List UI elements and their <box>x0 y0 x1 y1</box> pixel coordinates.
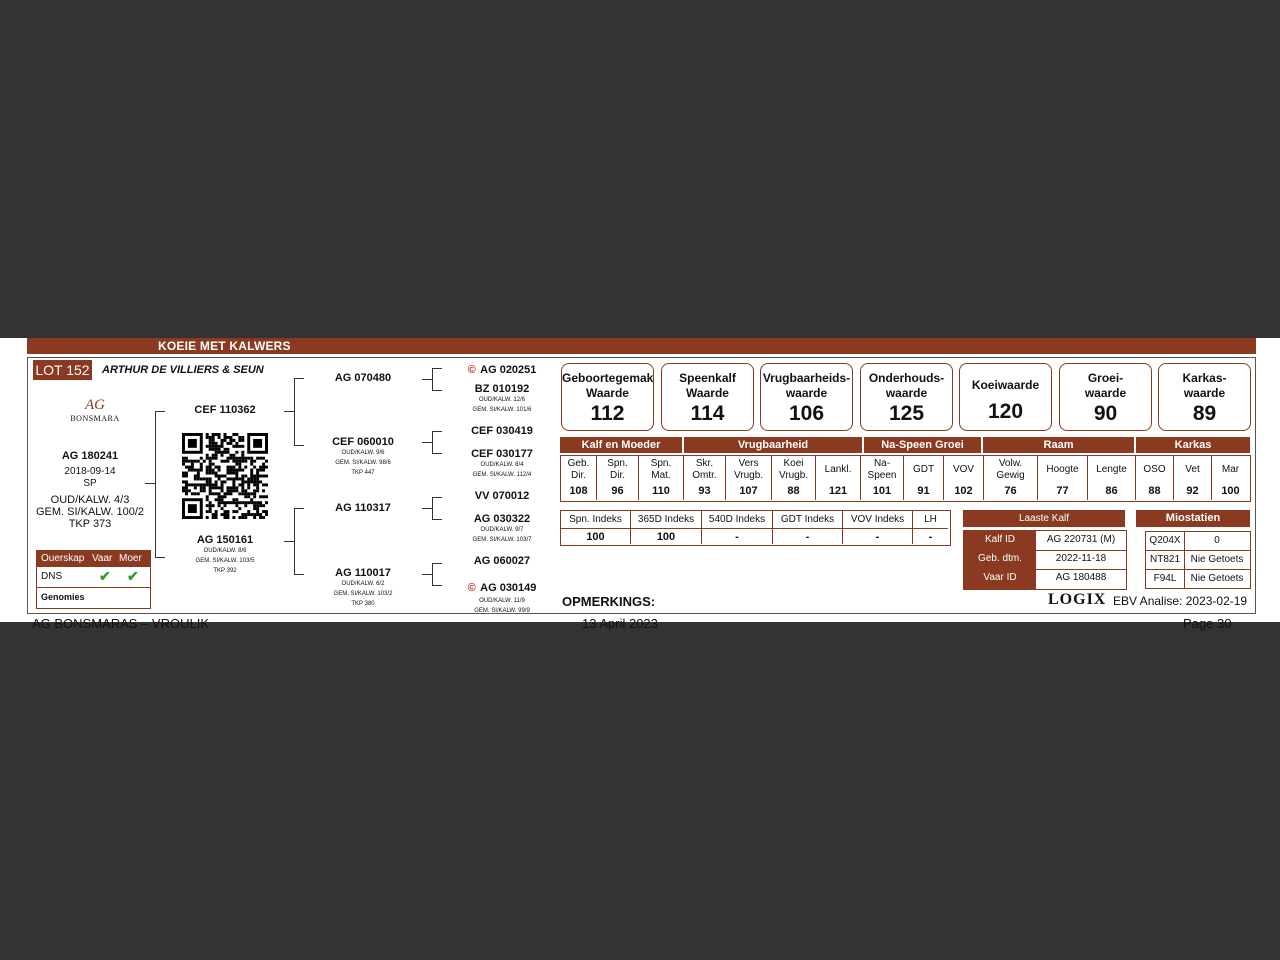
dd-block <box>304 567 422 609</box>
animal-info <box>30 450 150 530</box>
animal-tkp: TKP 373 <box>68 518 112 530</box>
index-label: 540D Indeks <box>702 514 772 529</box>
lot-number: LOT 152 <box>33 360 92 380</box>
trait-value: 110 <box>652 485 670 497</box>
ebv-label: Koeiwaarde <box>971 378 1040 392</box>
logix-logo: LOGIX <box>1048 591 1107 608</box>
trait-label: GDT <box>912 464 935 475</box>
group-fertility: Vrugbaarheid <box>684 437 862 453</box>
g7-id: AG 060027 <box>473 555 531 567</box>
trait-value: 88 <box>1148 485 1161 497</box>
last-calf-label-0: Kalf ID <box>984 534 1015 545</box>
trait-value: 100 <box>1221 485 1240 497</box>
g3-id: CEF 030419 <box>471 425 533 437</box>
last-calf-table <box>963 530 1127 590</box>
trait-value: 86 <box>1105 485 1118 497</box>
group-post-weaning: Na-Speen Groei <box>864 437 981 453</box>
sd-block <box>304 436 422 478</box>
animal-id: AG 180241 <box>61 450 119 462</box>
animal-code: SP <box>83 478 97 489</box>
index-cell <box>561 511 631 544</box>
ownership-col-dam: Moer <box>119 553 142 564</box>
sd-id: CEF 060010 <box>332 436 394 448</box>
index-label: VOV Indeks <box>843 514 912 529</box>
ebv-label-2: Waarde <box>686 386 729 400</box>
trait-value: 92 <box>1186 485 1199 497</box>
g8-block <box>446 578 558 616</box>
trait-label: Spn. <box>607 458 628 469</box>
sire-check-icon: ✔ <box>99 568 111 584</box>
index-label: GDT Indeks <box>773 514 842 529</box>
ownership-col-parentage: Ouerskap <box>41 553 85 564</box>
ebv-value: 114 <box>690 402 725 425</box>
ebv-label-2: waarde <box>885 386 928 400</box>
index-label: 365D Indeks <box>631 514 701 529</box>
ebv-box <box>1059 363 1152 431</box>
myostatin-value-1: Nie Getoets <box>1190 554 1244 565</box>
trait-label: Vet <box>1185 464 1200 475</box>
dd-oud: OUD/KALW. 6/2 <box>341 581 385 587</box>
trait-value: 96 <box>611 485 624 497</box>
trait-cell <box>904 456 944 500</box>
g1-id: AG 020251 <box>480 364 537 376</box>
g2-oud: OUD/KALW. 12/6 <box>478 397 526 403</box>
trait-label-2: Mat. <box>651 470 671 481</box>
trait-cell <box>1212 456 1249 500</box>
trait-cell <box>1038 456 1088 500</box>
trait-value: 101 <box>872 485 892 497</box>
ebv-value: 125 <box>888 402 925 425</box>
footer-date: 13 April 2023 <box>582 616 658 631</box>
trait-cell <box>816 456 861 500</box>
sd-gem: GEM. SI/KALW. 98/6 <box>335 460 391 466</box>
group-carcass: Karkas <box>1136 437 1250 453</box>
dns-label: DNS <box>41 571 63 582</box>
index-label: Spn. Indeks <box>561 514 630 529</box>
g6-id: AG 030322 <box>473 513 531 525</box>
genomics-label: Genomies <box>41 592 85 602</box>
logo-initials: AG <box>85 397 105 413</box>
g1-block <box>446 360 558 378</box>
last-calf-value-1: 2022-11-18 <box>1055 553 1107 564</box>
trait-label-2: Omtr. <box>692 470 717 481</box>
trait-label: Spn. <box>650 458 672 469</box>
last-calf-header: Laaste Kalf <box>963 510 1125 527</box>
index-value: 100 <box>656 531 676 543</box>
index-cell <box>913 511 948 544</box>
trait-cell <box>944 456 984 500</box>
trait-label: Vers <box>738 458 759 469</box>
last-calf-value-2: AG 180488 <box>1055 572 1107 583</box>
trait-label-2: Vrugb. <box>733 470 764 481</box>
section-title: KOEIE MET KALWERS <box>158 339 291 353</box>
ebv-value: 106 <box>788 402 825 425</box>
g6-block <box>446 513 558 545</box>
ownership-header <box>37 551 150 567</box>
trait-label: Geb. <box>567 458 590 469</box>
ebv-label-2: waarde <box>785 386 828 400</box>
g4-gem: GEM. SI/KALW. 112/4 <box>472 472 532 478</box>
qr-code <box>182 433 268 519</box>
bonsmara-logo <box>67 396 123 423</box>
ebv-value: 120 <box>987 400 1024 423</box>
award-icon: © <box>467 364 476 376</box>
ebv-box <box>1158 363 1251 431</box>
index-cell <box>631 511 702 544</box>
g6-oud: OUD/KALW. 9/7 <box>480 527 524 533</box>
ebv-label: Onderhouds- <box>868 371 945 385</box>
g8-gem: GEM. SI/KALW. 99/9 <box>474 608 530 614</box>
trait-label-2: Dir. <box>610 470 625 481</box>
ebv-label: Vrugbaarheids- <box>762 371 851 385</box>
dd-tkp: TKP 380 <box>351 601 375 607</box>
sire-id: CEF 110362 <box>194 404 256 416</box>
trait-label: VOV <box>952 464 975 475</box>
g4-block <box>446 448 558 480</box>
trait-value: 76 <box>1004 485 1017 497</box>
index-value: - <box>875 531 880 543</box>
trait-value: 107 <box>739 485 758 497</box>
award-icon: © <box>467 582 476 594</box>
remarks-label: OPMERKINGS: <box>562 594 656 609</box>
g2-id: BZ 010192 <box>474 383 530 395</box>
trait-label: Volw. <box>998 458 1023 469</box>
ebv-box <box>760 363 853 431</box>
ebv-value: 90 <box>1093 402 1118 425</box>
index-cell <box>843 511 913 544</box>
ebv-label-2: Waarde <box>586 386 629 400</box>
ss-id: AG 070480 <box>334 372 392 384</box>
owner-name: ARTHUR DE VILLIERS & SEUN <box>102 364 264 376</box>
trait-label: Mar <box>1221 464 1240 475</box>
myostatin-code-2: F94L <box>1153 573 1177 584</box>
ownership-table <box>36 550 151 609</box>
ebv-value: 112 <box>590 402 625 425</box>
dam-gem: GEM. SI/KALW. 103/5 <box>195 558 255 564</box>
group-frame: Raam <box>983 437 1134 453</box>
trait-label: Hoogte <box>1046 464 1079 475</box>
dd-id: AG 110017 <box>335 567 391 579</box>
ownership-col-sire: Vaar <box>92 553 113 564</box>
dam-check-icon: ✔ <box>127 568 139 584</box>
g2-gem: GEM. SI/KALW. 101/6 <box>472 407 532 413</box>
last-calf-label-2: Vaar ID <box>983 572 1017 583</box>
g8-id: AG 030149 <box>480 582 537 594</box>
trait-label: OSO <box>1143 464 1166 475</box>
trait-cell <box>684 456 726 500</box>
trait-cell <box>1174 456 1212 500</box>
index-cell <box>702 511 773 544</box>
dam-oud: OUD/KALW. 8/6 <box>203 548 247 554</box>
ebv-label: Geboortegemak <box>562 371 654 385</box>
index-label: LH <box>913 514 948 529</box>
trait-label: Na- <box>873 458 891 469</box>
ds-id: AG 110317 <box>335 502 391 514</box>
animal-oud: OUD/KALW. 4/3 <box>50 494 130 506</box>
trait-label-2: Vrugb. <box>778 470 809 481</box>
trait-value: 88 <box>787 485 800 497</box>
trait-value: 93 <box>698 485 711 497</box>
ebv-box <box>959 363 1052 431</box>
footer-left: AG BONSMARAS – VROULIK <box>32 616 209 631</box>
trait-label: Koei <box>783 458 804 469</box>
trait-cell <box>1136 456 1174 500</box>
last-calf-label-1: Geb. dtm. <box>978 553 1022 564</box>
dam-block <box>165 534 285 576</box>
trait-cell <box>726 456 772 500</box>
trait-cell <box>984 456 1038 500</box>
catalog-sheet <box>0 338 1280 631</box>
trait-cell <box>861 456 904 500</box>
trait-cell <box>772 456 816 500</box>
ebv-box <box>661 363 754 431</box>
ebv-label-2: waarde <box>1183 386 1226 400</box>
footer-page: Page 30 <box>1183 616 1232 631</box>
animal-dob: 2018-09-14 <box>64 466 116 477</box>
ebv-label: Karkas- <box>1182 371 1227 385</box>
myostatin-code-0: Q204X <box>1149 535 1181 546</box>
dam-tkp: TKP 392 <box>213 568 237 574</box>
ebv-label: Speenkalf <box>679 371 736 385</box>
trait-value: 77 <box>1056 485 1069 497</box>
trait-label: Skr. <box>695 458 714 469</box>
logo-name: BONSMARA <box>70 414 120 423</box>
index-cell <box>773 511 843 544</box>
trait-label-2: Speen <box>867 470 897 481</box>
trait-cell <box>561 456 597 500</box>
sd-tkp: TKP 447 <box>351 470 375 476</box>
g4-oud: OUD/KALW. 8/4 <box>480 462 524 468</box>
ebv-label-2: waarde <box>1084 386 1127 400</box>
sd-oud: OUD/KALW. 9/6 <box>341 450 385 456</box>
ebv-box <box>561 363 654 431</box>
index-value: - <box>735 531 739 543</box>
myostatin-header: Miostatien <box>1136 510 1250 527</box>
myostatin-code-1: NT821 <box>1149 554 1180 565</box>
myostatin-value-2: Nie Getoets <box>1190 573 1244 584</box>
trait-label: Lengte <box>1096 464 1127 475</box>
g2-block <box>446 383 558 415</box>
trait-cell <box>597 456 639 500</box>
myostatin-value-0: 0 <box>1214 535 1220 546</box>
trait-label-2: Dir. <box>571 470 586 481</box>
trait-value: 108 <box>569 485 588 497</box>
trait-cell <box>1088 456 1136 500</box>
trait-value: 91 <box>917 485 930 497</box>
g4-id: CEF 030177 <box>471 448 533 460</box>
last-calf-value-0: AG 220731 (M) <box>1046 534 1116 545</box>
g5-id: VV 070012 <box>474 490 530 502</box>
trait-label: Lankl. <box>824 464 852 475</box>
trait-value: 102 <box>954 485 973 497</box>
dam-id: AG 150161 <box>196 534 254 546</box>
myostatin-table <box>1145 531 1251 589</box>
group-calf-dam: Kalf en Moeder <box>560 437 682 453</box>
trait-cell <box>639 456 684 500</box>
g8-oud: OUD/KALW. 11/9 <box>479 598 525 604</box>
g6-gem: GEM. SI/KALW. 103/7 <box>472 537 532 543</box>
index-value: - <box>805 531 810 543</box>
index-value: - <box>928 531 933 543</box>
animal-gem: GEM. SI/KALW. 100/2 <box>35 506 144 518</box>
trait-value: 121 <box>828 485 848 497</box>
section-header-bar <box>27 338 1256 354</box>
trait-label-2: Gewig <box>996 470 1025 481</box>
ebv-box <box>860 363 953 431</box>
ebv-label: Groei- <box>1087 371 1124 385</box>
index-value: 100 <box>586 531 605 543</box>
dd-gem: GEM. SI/KALW. 103/2 <box>333 591 393 597</box>
ebv-value: 89 <box>1192 402 1217 425</box>
analysis-date: EBV Analise: 2023-02-19 <box>1113 594 1248 608</box>
